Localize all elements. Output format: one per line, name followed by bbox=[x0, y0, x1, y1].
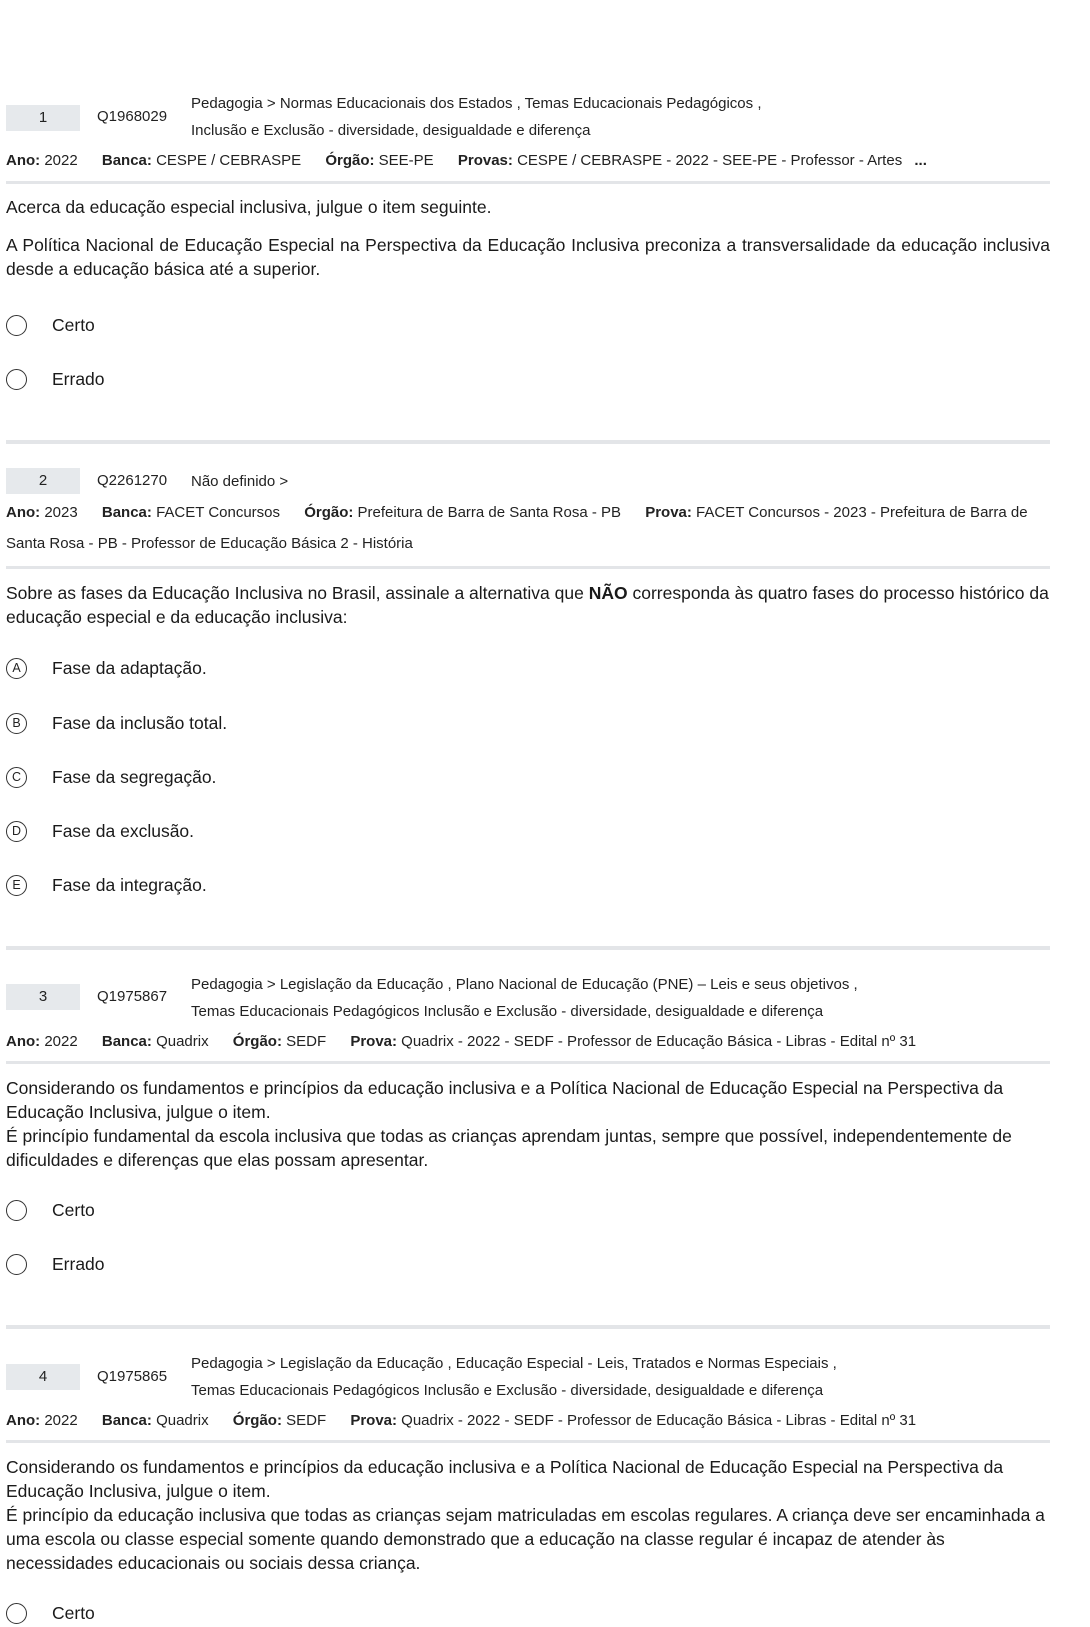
question-meta bbox=[6, 145, 1050, 176]
question-number: 1 bbox=[6, 105, 80, 131]
ano-value: 2022 bbox=[44, 152, 78, 169]
question-statement bbox=[6, 1455, 1050, 1575]
question-id[interactable]: Q1975867 bbox=[97, 988, 168, 1005]
prova-label: Prova: bbox=[645, 504, 692, 521]
option-d[interactable] bbox=[6, 817, 194, 845]
option-certo[interactable] bbox=[6, 1599, 95, 1627]
orgao-label: Órgão: bbox=[325, 152, 375, 169]
option-label: Fase da inclusão total. bbox=[52, 712, 228, 733]
banca-label: Banca: bbox=[101, 1033, 152, 1050]
prova-label: Prova: bbox=[350, 1033, 397, 1050]
orgao-label: Órgão: bbox=[304, 504, 354, 521]
divider bbox=[6, 181, 1050, 184]
prova-value[interactable]: Quadrix - 2022 - SEDF - Professor de Educação Básica - Libras - Edital nº 31 bbox=[401, 1033, 917, 1050]
banca-value[interactable]: Quadrix bbox=[156, 1033, 209, 1050]
option-b[interactable] bbox=[6, 709, 227, 737]
letter-c-icon[interactable]: C bbox=[6, 767, 27, 788]
banca-label: Banca: bbox=[101, 1412, 152, 1429]
option-label: Certo bbox=[52, 314, 95, 335]
option-c[interactable] bbox=[6, 763, 216, 791]
option-certo[interactable] bbox=[6, 1196, 95, 1224]
radio-icon[interactable] bbox=[6, 1254, 27, 1275]
prova-value[interactable]: Quadrix - 2022 - SEDF - Professor de Educação Básica - Libras - Edital nº 31 bbox=[401, 1412, 917, 1429]
more-provas-button[interactable]: ... bbox=[914, 152, 927, 169]
question-number: 3 bbox=[6, 984, 80, 1010]
option-label: Errado bbox=[52, 1253, 105, 1274]
question-id[interactable]: Q2261270 bbox=[97, 472, 168, 489]
question-statement bbox=[6, 1076, 1050, 1172]
statement-emphasis: NÃO bbox=[588, 583, 628, 603]
prova-value[interactable]: CESPE / CEBRASPE - 2022 - SEE-PE - Professor - Artes bbox=[517, 152, 903, 169]
banca-label: Banca: bbox=[101, 152, 152, 169]
question-meta bbox=[6, 1026, 1050, 1057]
option-label: Fase da segregação. bbox=[52, 766, 217, 787]
orgao-value[interactable]: SEDF bbox=[286, 1412, 327, 1429]
subject-line[interactable]: Pedagogia > Normas Educacionais dos Estados , Temas Educacionais Pedagógicos , bbox=[191, 95, 762, 112]
subject-line[interactable]: Inclusão e Exclusão - diversidade, desigualdade e diferença bbox=[191, 122, 591, 139]
orgao-label: Órgão: bbox=[232, 1412, 282, 1429]
statement-paragraph: Acerca da educação especial inclusiva, julgue o item seguinte. bbox=[6, 197, 492, 217]
question-statement bbox=[6, 581, 1050, 629]
banca-label: Banca: bbox=[101, 504, 152, 521]
option-label: Certo bbox=[52, 1199, 95, 1220]
letter-b-icon[interactable]: B bbox=[6, 713, 27, 734]
subject-line[interactable]: Pedagogia > Legislação da Educação , Plano Nacional de Educação (PNE) – Leis e seus objetivos , bbox=[191, 976, 858, 993]
option-label: Fase da adaptação. bbox=[52, 657, 207, 678]
subject-line[interactable]: Temas Educacionais Pedagógicos Inclusão e Exclusão - diversidade, desigualdade e diferença bbox=[191, 1003, 824, 1020]
subject-line[interactable]: Pedagogia > Legislação da Educação , Educação Especial - Leis, Tratados e Normas Especiais , bbox=[191, 1355, 837, 1372]
banca-value[interactable]: FACET Concursos bbox=[156, 504, 281, 521]
statement-paragraph: É princípio fundamental da escola inclusiva que todas as crianças aprendam juntas, sempre que possível, independentemente de dificuldades e diferenças que elas possam apresentar. bbox=[6, 1126, 1012, 1170]
ano-label: Ano: bbox=[6, 1412, 41, 1429]
radio-icon[interactable] bbox=[6, 1603, 27, 1624]
radio-icon[interactable] bbox=[6, 369, 27, 390]
option-label: Errado bbox=[52, 368, 105, 389]
question-number: 4 bbox=[6, 1364, 80, 1390]
radio-icon[interactable] bbox=[6, 1200, 27, 1221]
option-errado[interactable] bbox=[6, 1250, 105, 1278]
option-a[interactable] bbox=[6, 654, 207, 682]
option-certo[interactable] bbox=[6, 311, 95, 339]
subject-line[interactable]: Não definido > bbox=[191, 473, 289, 490]
divider bbox=[6, 1061, 1050, 1064]
ano-label: Ano: bbox=[6, 1033, 41, 1050]
question-id[interactable]: Q1975865 bbox=[97, 1368, 168, 1385]
statement-text: corresponda às quatro fases do processo histórico da educação especial e da educação inclusiva: bbox=[6, 583, 1049, 627]
banca-value[interactable]: Quadrix bbox=[156, 1412, 209, 1429]
question-number: 2 bbox=[6, 468, 80, 494]
orgao-value[interactable]: SEE-PE bbox=[378, 152, 434, 169]
letter-a-icon[interactable]: A bbox=[6, 658, 27, 679]
statement-paragraph: Considerando os fundamentos e princípios da educação inclusiva e a Política Nacional de Educação Especial na Perspectiva da Educação Inclusiva, julgue o item. bbox=[6, 1078, 1004, 1122]
divider bbox=[6, 566, 1050, 569]
ano-value: 2022 bbox=[44, 1412, 78, 1429]
statement-paragraph: É princípio da educação inclusiva que todas as crianças sejam matriculadas em escolas regulares. A criança deve ser encaminhada a uma escola ou classe especial somente quando demonstrado que a educação na classe regular é incapaz de atender às necessidades educacionais ou sociais dessa criança. bbox=[6, 1505, 1045, 1573]
option-label: Fase da integração. bbox=[52, 874, 207, 895]
statement-text: Sobre as fases da Educação Inclusiva no Brasil, assinale a alternativa que bbox=[6, 583, 589, 603]
option-e[interactable] bbox=[6, 871, 207, 899]
question-separator bbox=[6, 440, 1050, 444]
question-meta bbox=[6, 1405, 1050, 1436]
question-separator bbox=[6, 1325, 1050, 1329]
option-label: Fase da exclusão. bbox=[52, 820, 195, 841]
letter-e-icon[interactable]: E bbox=[6, 875, 27, 896]
question-meta bbox=[6, 497, 1050, 559]
letter-d-icon[interactable]: D bbox=[6, 821, 27, 842]
ano-value: 2023 bbox=[44, 504, 78, 521]
statement-paragraph: A Política Nacional de Educação Especial na Perspectiva da Educação Inclusiva preconiza a transversalidade da educação inclusiva desde a educação básica até a superior. bbox=[6, 235, 1050, 279]
subject-line[interactable]: Temas Educacionais Pedagógicos Inclusão e Exclusão - diversidade, desigualdade e diferença bbox=[191, 1382, 824, 1399]
orgao-value[interactable]: SEDF bbox=[286, 1033, 327, 1050]
ano-value: 2022 bbox=[44, 1033, 78, 1050]
question-separator bbox=[6, 946, 1050, 950]
option-label: Certo bbox=[52, 1602, 95, 1623]
question-id[interactable]: Q1968029 bbox=[97, 108, 168, 125]
ano-label: Ano: bbox=[6, 504, 41, 521]
divider bbox=[6, 1440, 1050, 1443]
prova-value[interactable]: FACET Concursos - 2023 - Prefeitura de Barra de Santa Rosa - PB - Professor de Educação Básica 2 - História bbox=[6, 504, 1028, 552]
option-errado[interactable] bbox=[6, 365, 105, 393]
radio-icon[interactable] bbox=[6, 315, 27, 336]
orgao-label: Órgão: bbox=[232, 1033, 282, 1050]
prova-label: Prova: bbox=[350, 1412, 397, 1429]
orgao-value[interactable]: Prefeitura de Barra de Santa Rosa - PB bbox=[357, 504, 622, 521]
statement-paragraph: Considerando os fundamentos e princípios da educação inclusiva e a Política Nacional de Educação Especial na Perspectiva da Educação Inclusiva, julgue o item. bbox=[6, 1457, 1004, 1501]
banca-value[interactable]: CESPE / CEBRASPE bbox=[156, 152, 302, 169]
ano-label: Ano: bbox=[6, 152, 41, 169]
question-statement bbox=[6, 195, 1050, 281]
prova-label: Provas: bbox=[457, 152, 513, 169]
